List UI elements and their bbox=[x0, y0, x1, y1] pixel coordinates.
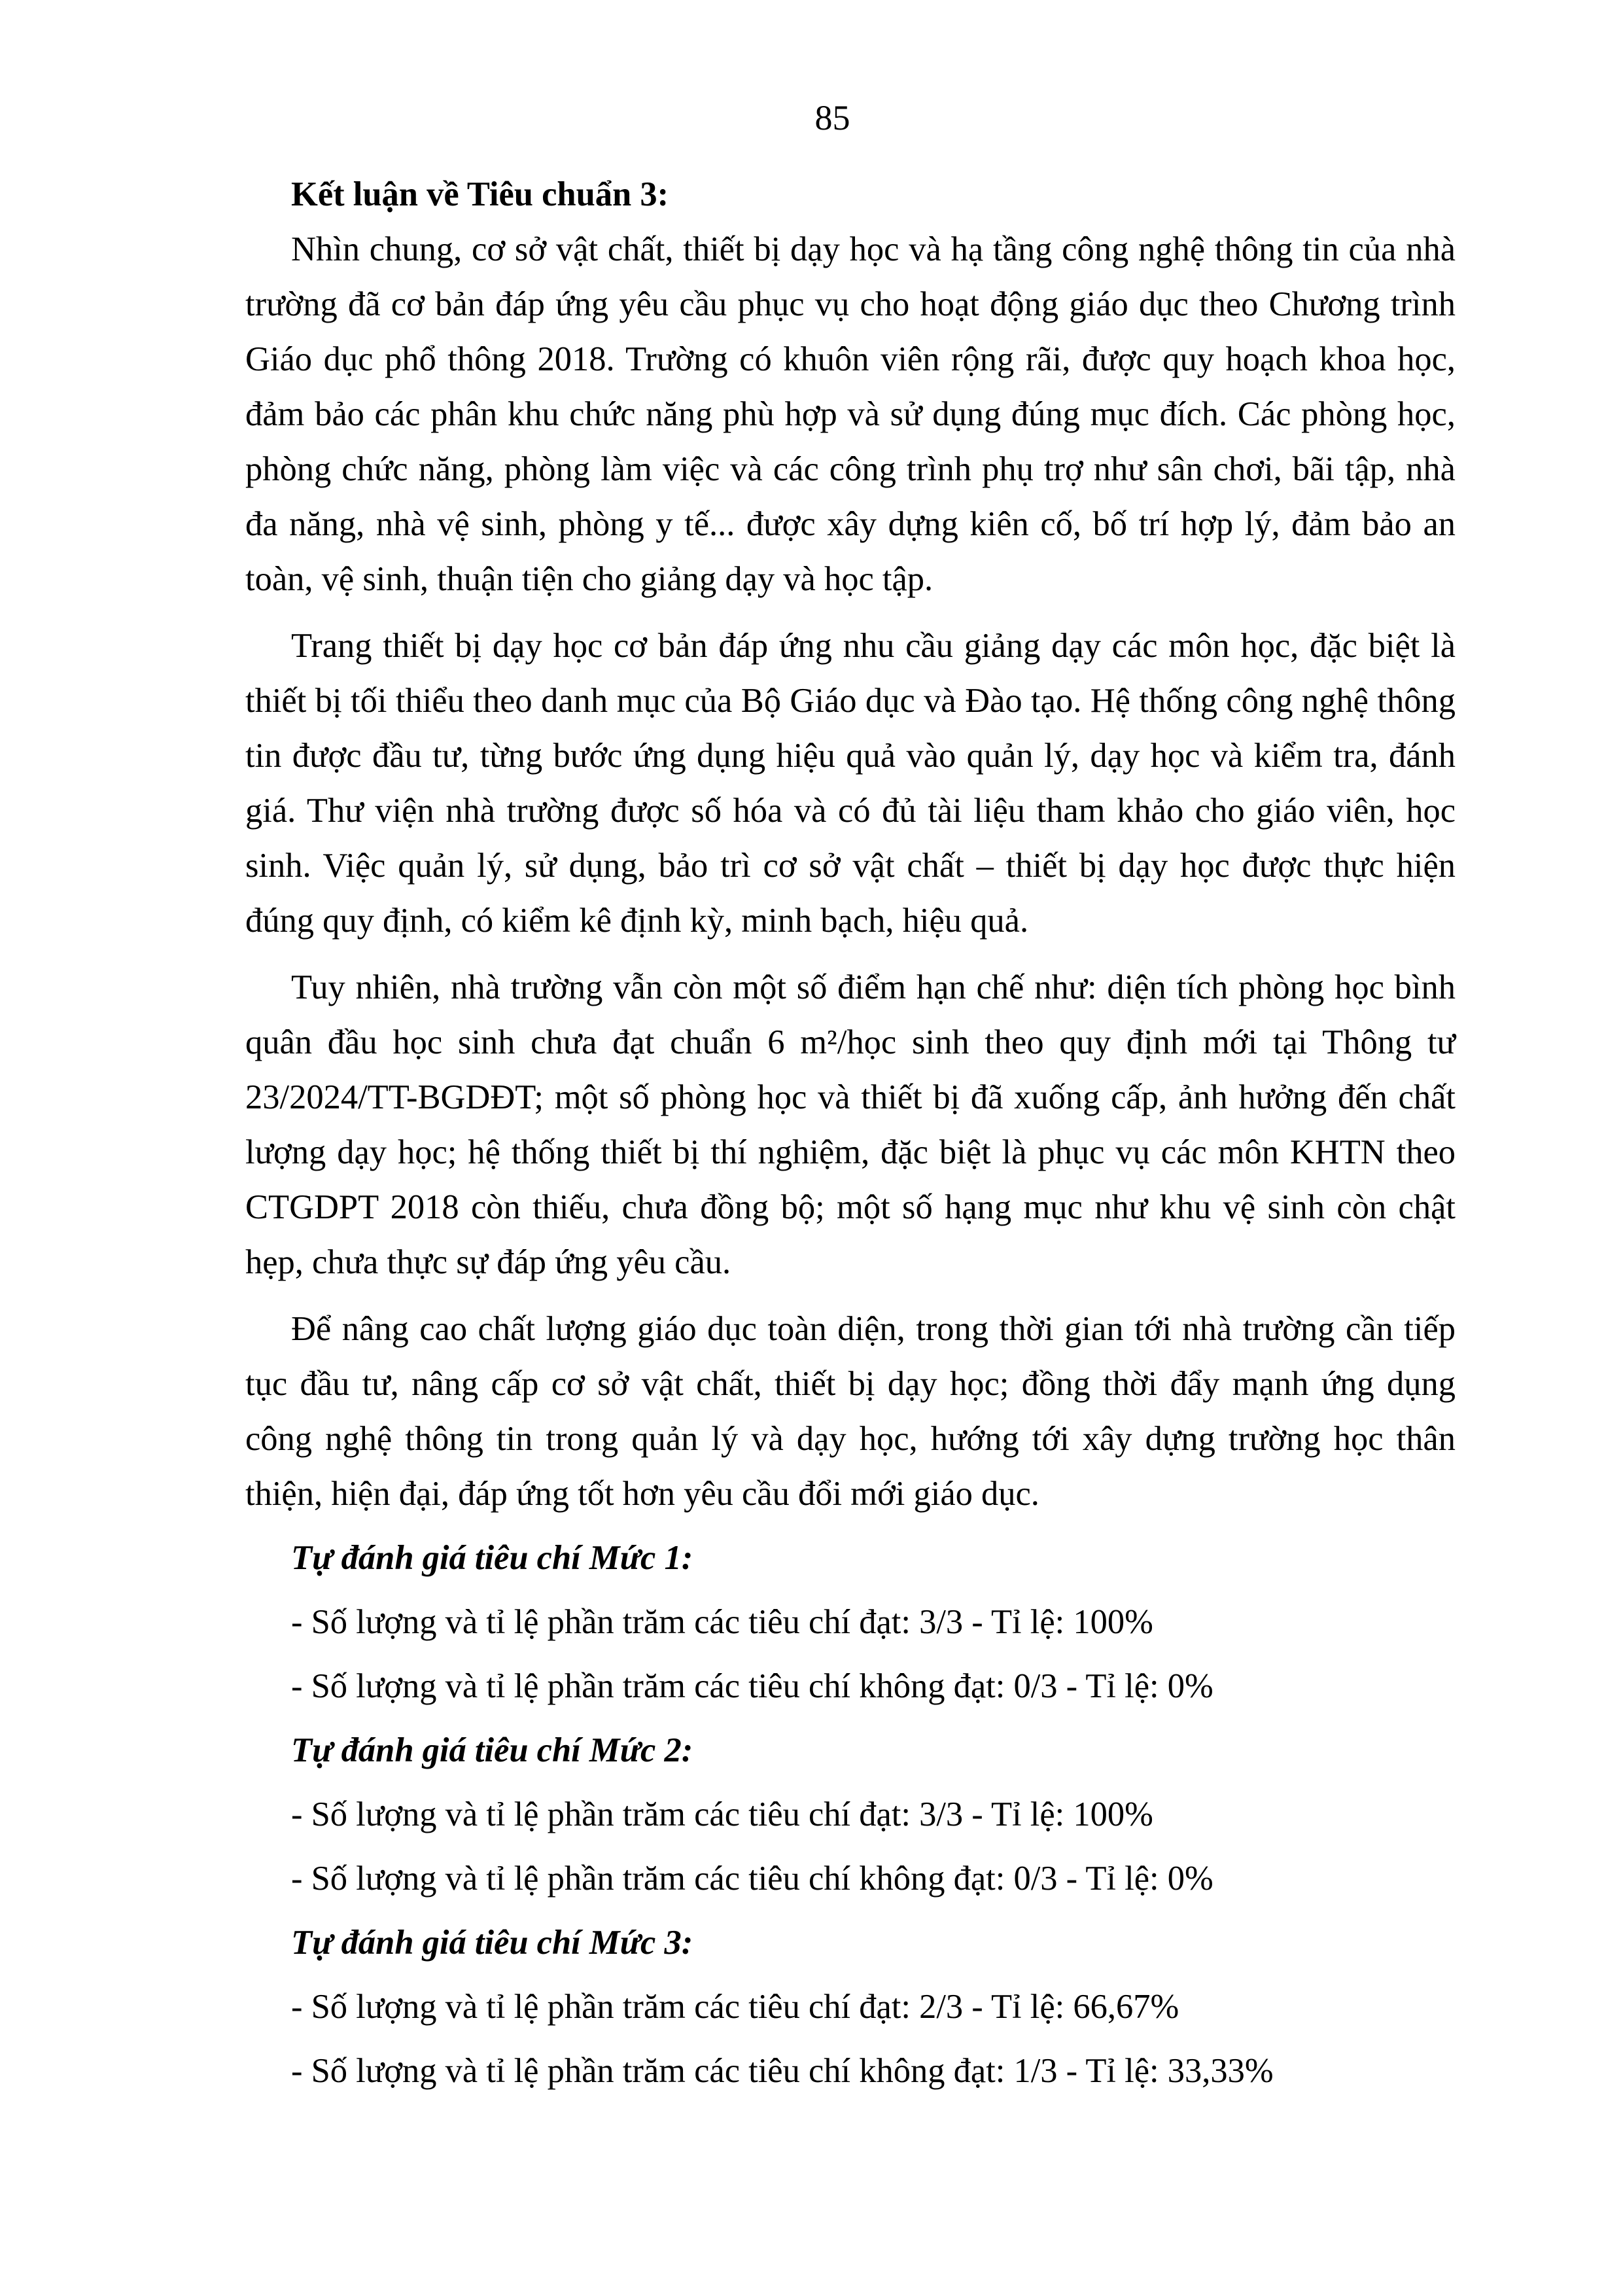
document-body bbox=[245, 167, 1456, 2098]
evaluation-not-achieved: - Số lượng và tỉ lệ phần trăm các tiêu chí không đạt: 0/3 - Tỉ lệ: 0% bbox=[291, 1667, 1213, 1705]
evaluation-title: Tự đánh giá tiêu chí Mức 1: bbox=[291, 1539, 693, 1577]
paragraph-direction: Để nâng cao chất lượng giáo dục toàn diện, trong thời gian tới nhà trường cần tiếp tục đầu tư, nâng cấp cơ sở vật chất, thiết bị dạy học; đồng thời đẩy mạnh ứng dụng công nghệ thông tin trong quản lý và dạy học, hướng tới xây dựng trường học thân thiện, hiện đại, đáp ứng tốt hơn yêu cầu đổi mới giáo dục. bbox=[245, 1310, 1456, 1513]
evaluation-level-2 bbox=[245, 1723, 1456, 1906]
paragraph-overview: Nhìn chung, cơ sở vật chất, thiết bị dạy học và hạ tầng công nghệ thông tin của nhà trường đã cơ bản đáp ứng yêu cầu phục vụ cho hoạt động giáo dục theo Chương trình Giáo dục phổ thông 2018. Trường có khuôn viên rộng rãi, được quy hoạch khoa học, đảm bảo các phân khu chức năng phù hợp và sử dụng đúng mục đích. Các phòng học, phòng chức năng, phòng làm việc và các công trình phụ trợ như sân chơi, bãi tập, nhà đa năng, nhà vệ sinh, phòng y tế... được xây dựng kiên cố, bố trí hợp lý, đảm bảo an toàn, vệ sinh, thuận tiện cho giảng dạy và học tập. bbox=[245, 230, 1456, 598]
evaluation-level-1 bbox=[245, 1530, 1456, 1714]
page-number: 85 bbox=[814, 98, 850, 137]
evaluation-title: Tự đánh giá tiêu chí Mức 3: bbox=[291, 1924, 693, 1962]
evaluation-achieved: - Số lượng và tỉ lệ phần trăm các tiêu chí đạt: 3/3 - Tỉ lệ: 100% bbox=[291, 1795, 1153, 1833]
evaluation-title: Tự đánh giá tiêu chí Mức 2: bbox=[291, 1731, 693, 1769]
section-heading: Kết luận về Tiêu chuẩn 3: bbox=[291, 175, 669, 213]
evaluation-level-3 bbox=[245, 1915, 1456, 2098]
paragraph-limitations: Tuy nhiên, nhà trường vẫn còn một số điểm hạn chế như: diện tích phòng học bình quân đầu học sinh chưa đạt chuẩn 6 m²/học sinh theo quy định mới tại Thông tư 23/2024/TT-BGDĐT; một số phòng học và thiết bị đã xuống cấp, ảnh hưởng đến chất lượng dạy học; hệ thống thiết bị thí nghiệm, đặc biệt là phục vụ các môn KHTN theo CTGDPT 2018 còn thiếu, chưa đồng bộ; một số hạng mục như khu vệ sinh còn chật hẹp, chưa thực sự đáp ứng yêu cầu. bbox=[245, 968, 1456, 1281]
evaluation-not-achieved: - Số lượng và tỉ lệ phần trăm các tiêu chí không đạt: 0/3 - Tỉ lệ: 0% bbox=[291, 1860, 1213, 1898]
paragraph-equipment: Trang thiết bị dạy học cơ bản đáp ứng nhu cầu giảng dạy các môn học, đặc biệt là thiết bị tối thiểu theo danh mục của Bộ Giáo dục và Đào tạo. Hệ thống công nghệ thông tin được đầu tư, từng bước ứng dụng hiệu quả vào quản lý, dạy học và kiểm tra, đánh giá. Thư viện nhà trường được số hóa và có đủ tài liệu tham khảo cho giáo viên, học sinh. Việc quản lý, sử dụng, bảo trì cơ sở vật chất – thiết bị dạy học được thực hiện đúng quy định, có kiểm kê định kỳ, minh bạch, hiệu quả. bbox=[245, 627, 1456, 940]
evaluation-achieved: - Số lượng và tỉ lệ phần trăm các tiêu chí đạt: 3/3 - Tỉ lệ: 100% bbox=[291, 1603, 1153, 1641]
evaluation-not-achieved: - Số lượng và tỉ lệ phần trăm các tiêu chí không đạt: 1/3 - Tỉ lệ: 33,33% bbox=[291, 2052, 1274, 2090]
evaluation-achieved: - Số lượng và tỉ lệ phần trăm các tiêu chí đạt: 2/3 - Tỉ lệ: 66,67% bbox=[291, 1988, 1179, 2026]
